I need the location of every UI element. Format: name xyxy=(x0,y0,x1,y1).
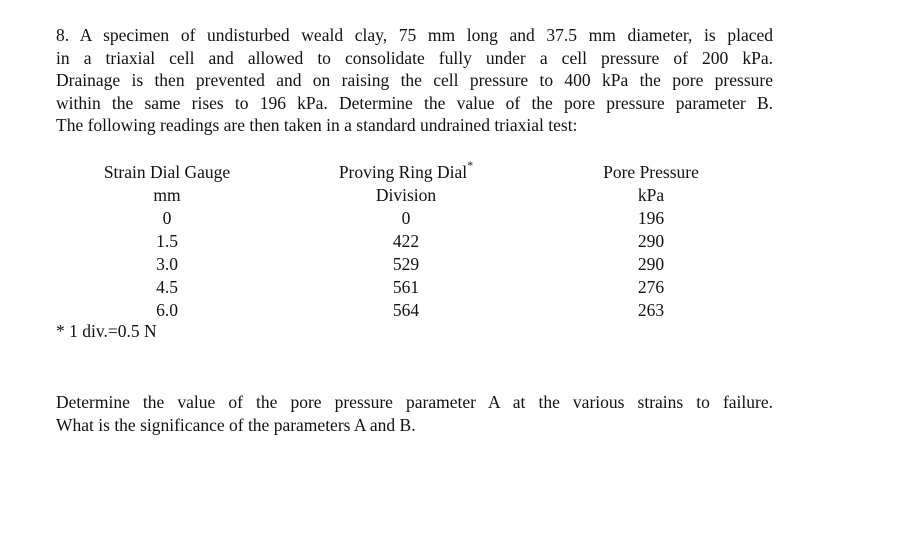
cell-strain: 6.0 xyxy=(156,300,178,320)
table-row xyxy=(56,253,768,276)
footnote: * 1 div.=0.5 N xyxy=(56,321,157,341)
footnote-mark: * xyxy=(467,158,474,173)
table-units-row xyxy=(56,184,768,207)
unit-strain: mm xyxy=(153,185,181,205)
cell-dial: 529 xyxy=(392,254,420,274)
cell-pore-pressure: 196 xyxy=(637,208,665,228)
cell-dial: 422 xyxy=(392,231,420,251)
table-row xyxy=(56,230,768,253)
header-proving-ring-dial xyxy=(278,158,534,184)
table-row xyxy=(56,276,768,299)
followup-line-2: What is the significance of the parameters A and B. xyxy=(56,414,416,435)
cell-strain: 3.0 xyxy=(156,254,178,274)
table-row xyxy=(56,207,768,230)
cell-dial: 564 xyxy=(392,300,420,320)
table-header-row xyxy=(56,161,768,184)
followup-line-1: Determine the value of the pore pressure parameter A at the various strains to failure. xyxy=(56,392,773,412)
header-pore-pressure: Pore Pressure xyxy=(603,162,699,182)
problem-statement xyxy=(56,24,773,137)
unit-proving-ring: Division xyxy=(375,185,437,205)
problem-line-2: in a triaxial cell and allowed to consolidate fully under a cell pressure of 200 kPa. xyxy=(56,47,773,68)
cell-pore-pressure: 263 xyxy=(637,300,665,320)
cell-dial: 0 xyxy=(401,208,411,228)
cell-strain: 0 xyxy=(162,208,172,228)
header-strain-dial-gauge: Strain Dial Gauge xyxy=(103,162,231,182)
problem-line-5: The following readings are then taken in a standard undrained triaxial test: xyxy=(56,115,578,136)
readings-table xyxy=(56,158,768,322)
problem-line-3: Drainage is then prevented and on raising the cell pressure to 400 kPa the pore pressure xyxy=(56,70,773,91)
cell-pore-pressure: 290 xyxy=(637,231,665,251)
cell-dial: 561 xyxy=(392,277,420,297)
header-proving-ring-dial-label: Proving Ring Dial xyxy=(338,162,468,182)
cell-strain: 4.5 xyxy=(156,277,178,297)
table-row xyxy=(56,299,768,322)
unit-pore-pressure: kPa xyxy=(637,185,665,205)
problem-line-1: 8. A specimen of undisturbed weald clay, 75 mm long and 37.5 mm diameter, is placed xyxy=(56,25,773,45)
cell-strain: 1.5 xyxy=(156,231,178,251)
followup-question xyxy=(56,391,773,436)
cell-pore-pressure: 290 xyxy=(637,254,665,274)
problem-line-4: within the same rises to 196 kPa. Determine the value of the pore pressure parameter B. xyxy=(56,92,773,113)
cell-pore-pressure: 276 xyxy=(637,277,665,297)
